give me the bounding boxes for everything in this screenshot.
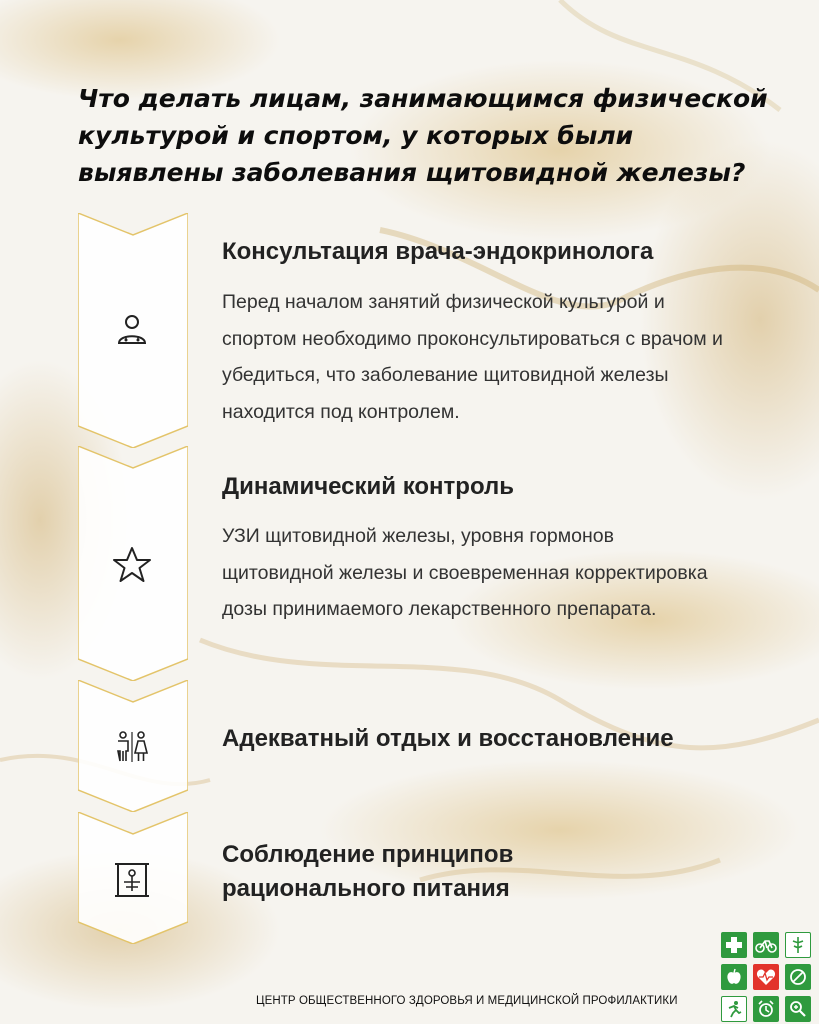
page-title: Что делать лицам, занимающимся физической культурой и спортом, у которых были выявлены заболевания щитовидной железы?: [78, 84, 768, 187]
people-icon: [112, 727, 152, 767]
alarm-clock-icon: [753, 996, 779, 1022]
magnifier-icon: [785, 996, 811, 1022]
center-logo: [721, 932, 813, 1024]
step-1-body: Перед началом занятий физической культурой и спортом необходимо проконсультироваться с врачом и убедиться, что заболевание щитовидной железы находится под контролем.: [222, 291, 723, 423]
apple-icon: [721, 964, 747, 990]
step-4-heading: Соблюдение принципов рационального питания: [222, 841, 514, 902]
step-3-heading: Адекватный отдых и восстановление: [222, 725, 674, 752]
step-1-heading: Консультация врача-эндокринолога: [222, 238, 654, 265]
food-icon: [112, 860, 152, 900]
no-smoking-icon: [785, 964, 811, 990]
star-icon: [112, 545, 152, 585]
footer-organization: ЦЕНТР ОБЩЕСТВЕННОГО ЗДОРОВЬЯ И МЕДИЦИНСКОЙ ПРОФИЛАКТИКИ: [256, 995, 678, 1007]
doctor-icon: [112, 311, 152, 351]
bicycle-icon: [753, 932, 779, 958]
heart-pulse-icon: [753, 964, 779, 990]
caduceus-icon: [785, 932, 811, 958]
step-2-body: УЗИ щитовидной железы, уровня гормонов щитовидной железы и своевременная корректировка дозы принимаемого лекарственного препарата.: [222, 525, 708, 620]
step-2-heading: Динамический контроль: [222, 473, 515, 500]
cross-icon: [721, 932, 747, 958]
runner-icon: [721, 996, 747, 1022]
